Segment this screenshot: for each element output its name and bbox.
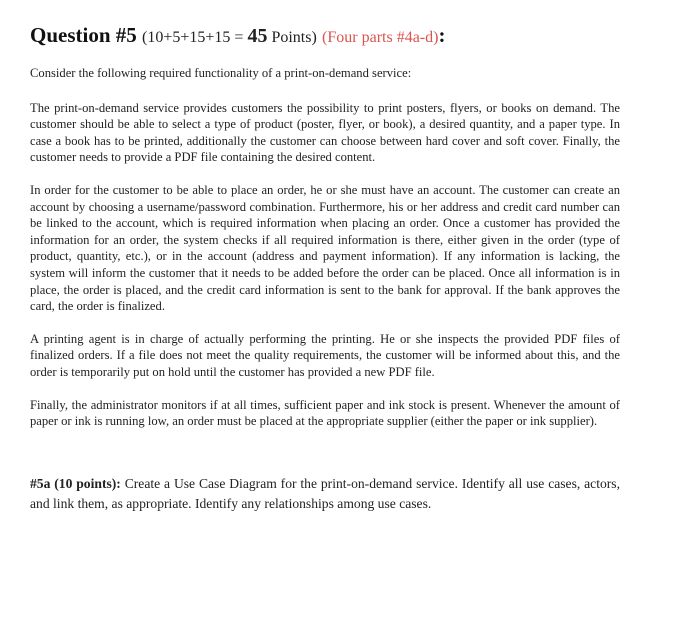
subquestion-text: Create a Use Case Diagram for the print-on-demand service. Identify all use cases, actors, and link them, as appropriate. Identify any relationships among use cases.	[30, 475, 620, 511]
parts-note: (Four parts #4a-d)	[322, 29, 439, 46]
question-title	[30, 22, 620, 51]
document-page	[30, 22, 620, 514]
points-word: Points)	[267, 29, 317, 46]
paragraph-administrator: Finally, the administrator monitors if at all times, sufficient paper and ink stock is present. Whenever the amount of paper or ink is running low, an order must be placed at the appropriate supplier (either the paper or ink supplier).	[30, 397, 620, 429]
title-colon: :	[438, 23, 446, 47]
question-label: Question #5	[30, 23, 137, 47]
points-breakdown: (10+5+15+15 =	[142, 29, 248, 46]
subquestion-label: #5a (10 points):	[30, 475, 121, 491]
paragraph-product: The print-on-demand service provides customers the possibility to print posters, flyers, or books on demand. The customer should be able to select a type of product (poster, flyer, or book), a desired quantity, and a paper type. In case a book has to be printed, additionally the customer can choose between hard cover and soft cover. Finally, the customer needs to provide a PDF file containing the desired content.	[30, 100, 620, 165]
question-points	[142, 25, 317, 47]
points-total: 45	[247, 25, 268, 47]
intro-text: Consider the following required functionality of a print-on-demand service:	[30, 66, 412, 80]
paragraph-account: In order for the customer to be able to place an order, he or she must have an account. The customer can create an account by choosing a username/password combination. Furthermore, his or her address and credit card number can be linked to the account, which is required information when placing an order. Once a customer has provided the information for an order, the system checks if all required information is there, either given in the order (type of product, quantity, etc.), or in the account (address and payment information). If any information is lacking, the system will inform the customer that it needs to be added before the order can be placed. Once all information is in place, the order is placed, and the credit card information is sent to the bank for approval. If the bank approves the card, the order is finalized.	[30, 182, 620, 314]
paragraph-printing-agent: A printing agent is in charge of actually performing the printing. He or she inspects the provided PDF files of finalized orders. If a file does not meet the quality requirements, the customer will be informed about this, and the order is temporarily put on hold until the customer has provided a new PDF file.	[30, 331, 620, 379]
subquestion-5a	[30, 474, 620, 514]
